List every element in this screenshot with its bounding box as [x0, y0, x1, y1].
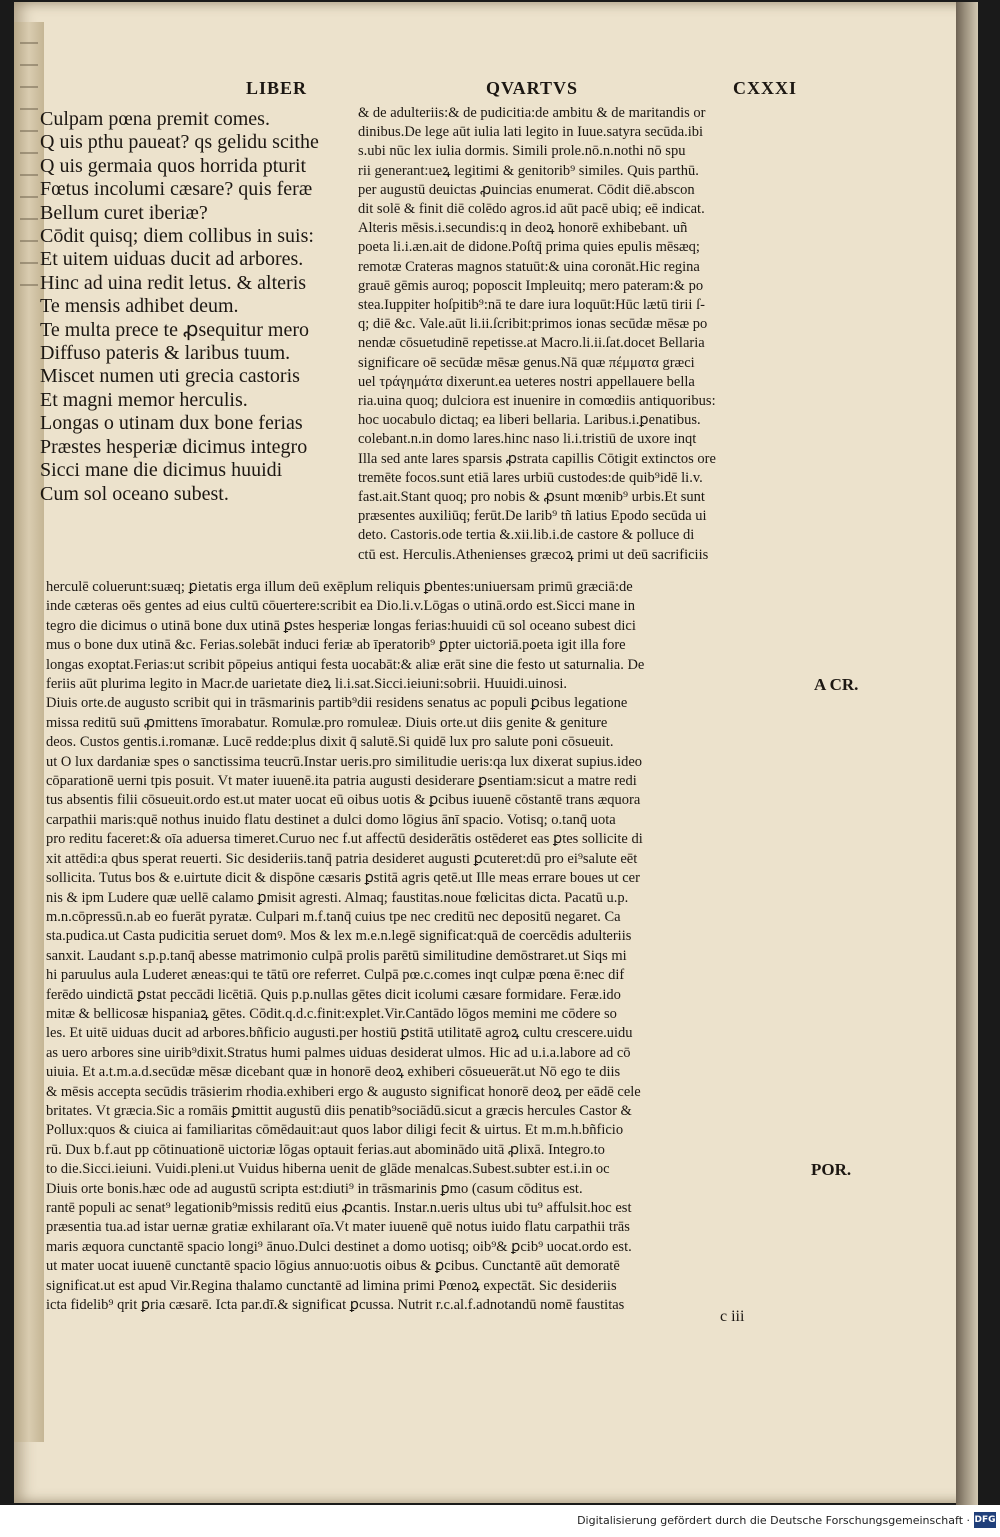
- commentary-line: sollicita. Tutus bos & e.uirtute dicit & dispōne cæsaris ꝑstitā agris qetē.ut Ille meas errare boues ut cer: [46, 870, 640, 887]
- commentary-line: dinibus.De lege aūt iulia lati legito in Iuue.satyra secūda.ibi: [358, 124, 704, 141]
- commentary-line: stea.Iuppiter hoſpitib⁹:nā te dare iura loquūt:Hūc lætū tirii ſ-: [358, 297, 705, 314]
- commentary-line: deto. Castoris.ode tertia &.xii.lib.i.de castore & polluce di: [358, 527, 695, 544]
- commentary-line: & mēsis accepta secūdis trāsierim rhodia.exhiberi ergo & augusto significat honorē deoꝝ per eādē cele: [46, 1083, 641, 1100]
- poem-line: Te mensis adhibet deum.: [40, 295, 239, 318]
- commentary-line: tremēte focos.sunt etiā lares urbiū custodes:de quib⁹idē li.v.: [358, 469, 703, 486]
- commentary-line: deos. Custos gentis.i.romanæ. Lucē redde:plus dixit q̄ salutē.Si quidē lux pro salute poni cōsueuit.: [46, 734, 614, 751]
- commentary-line: s.ubi nūc lex iulia dormis. Simili prole.nō.n.nothi nō spu: [358, 143, 686, 160]
- commentary-line: rantē populi ac senat⁹ legationib⁹missis reditū eius ꝓcantis. Instar.n.ueris ultus ubi tu⁹ affulsit.hoc est: [46, 1200, 632, 1216]
- poem-line: Bellum curet iberiæ?: [40, 201, 208, 224]
- commentary-line: remotæ Crateras magnos statuūt:& uina coronāt.Hic regina: [358, 258, 700, 275]
- poem-block: [40, 108, 360, 506]
- commentary-line: mus o bone dux utinā &c. Ferias.solebāt induci feriæ ab īperatorib⁹ ꝑpter uictoriā.poeta igit illa fore: [46, 637, 626, 654]
- commentary-line: dit solē & finit diē colēdo agros.id aūt pacē ubiq; eē indicat.: [358, 201, 705, 218]
- commentary-line: nis & ipm Ludere quæ uellē calamo ꝑmisit agresti. Almaq; faustitas.noue fœlicitas dicta. Pacatū u.p.: [46, 889, 629, 906]
- commentary-line: per augustū deuictas ꝓuincias enumerat. Cōdit diē.abscon: [358, 181, 695, 198]
- commentary-line: Illa sed ante lares sparsis ꝓstrata capillis Cōtigit extinctos ore: [358, 450, 716, 467]
- header-left: LIBER: [246, 78, 308, 98]
- poem-line: Miscet numen uti grecia castoris: [40, 365, 300, 388]
- commentary-line: præsentia tua.ad istar uernæ gratiæ exhilarant oīa.Vt mater iuuenē quē notus iuido flatu carpathii trās: [46, 1219, 630, 1236]
- commentary-line: to die.Sicci.ieiuni. Vuidi.pleni.ut Vuidus hiberna uenit de glāde menalcas.Subest.subter est.i.in oc: [46, 1161, 610, 1178]
- commentary-line: præsentes auxiliūq; ferūt.De larib⁹ tñ latius Epodo secūda ui: [358, 508, 707, 525]
- dfg-logo-icon: DFG: [974, 1512, 996, 1528]
- commentary-line: sta.pudica.ut Casta pudicitia seruet domꝰ. Mos & lex m.e.n.legē significat:quā de coercēdis adulteriis: [46, 928, 632, 945]
- commentary-line: Diuis orte bonis.hæc ode ad augustū scripta est:diuti⁹ in trāsmarinis ꝑmo (casum cōditus est.: [46, 1180, 583, 1197]
- commentary-line: uiuia. Et a.t.m.a.d.secūdæ mēsæ dicebant quæ in honorē deoꝝ exhiberi cōsueuerāt.ut Nō ego te diis: [46, 1064, 621, 1081]
- commentary-line: tus absentis filii cōsueuit.ordo est.ut mater uocat eū oibus uotis & ꝑcibus iuuenē cōstantē trans æquora: [46, 792, 641, 809]
- commentary-line: ferēdo uindictā ꝑstat peccādi licētiā. Quis p.p.nullas gētes dicit icolumi cæsare formidare. Feræ.ido: [46, 986, 621, 1003]
- commentary-line: mitæ & bellicosæ hispaniaꝝ gētes. Cōdit.q.d.c.finit:explet.Vir.Cantādo lōgos memini me cōdere so: [46, 1005, 617, 1022]
- poem-line: Diffuso pateris & laribus tuum.: [40, 342, 291, 365]
- signature-mark: c iii: [720, 1308, 745, 1325]
- poem-line: Q uis pthu paueat? qs gelidu scithe: [40, 131, 319, 154]
- footer-credit: Digitalisierung gefördert durch die Deutsche Forschungsgemeinschaft ·: [577, 1514, 970, 1527]
- poem-line: Hinc ad uina redit letus. & alteris: [40, 271, 307, 294]
- margin-note-1: A CR.: [814, 675, 859, 694]
- commentary-line: q; diē &c. Vale.aūt li.ii.ſcribit:primos ionas secūdæ mēsæ po: [358, 316, 708, 333]
- commentary-line: rū. Dux b.f.aut pp cōtinuationē uictoriæ lōgas optauit ferias.aut abominādo uitā ꝓlixā. Integro.to: [46, 1141, 605, 1158]
- commentary-line: xit attēdi:a qbus sperat reuerti. Sic desideriis.tanq̄ patria desideret augusti ꝑcuteret:dū pro ei⁹salute eēt: [46, 850, 638, 867]
- commentary-line: Diuis orte.de augusto scribit qui in trāsmarinis partib⁹dii residens senatus ac populi ꝑcibus legatione: [46, 695, 628, 712]
- commentary-line: significat.ut est apud Vir.Regina thalamo cunctantē ad limina primi Pœnoꝝ expectāt. Sic desideriis: [46, 1277, 617, 1294]
- commentary-full-width: [46, 578, 814, 1315]
- poem-line: Sicci mane die dicimus huuidi: [40, 459, 283, 482]
- commentary-line: icta fidelib⁹ qrit ꝑria cæsarē. Icta par.dī.& significat ꝑcussa. Nutrit r.c.al.f.adnotandū nomē faustitas: [46, 1297, 625, 1314]
- commentary-line: cōparationē uerni tpis posuit. Vt mater iuuenē.ita patria augusti desiderare ꝑsentiam:sicut a matre redi: [46, 773, 637, 790]
- margin-note-2: POR.: [811, 1160, 852, 1179]
- footer-bar: [0, 1505, 1000, 1537]
- commentary-line: uel τράγημάτα dixerunt.ea ueteres nostri appellauere bella: [358, 373, 695, 390]
- commentary-line: feriis aūt plurima legito in Macr.de uarietate dieꝝ li.i.sat.Sicci.ieiuni:sobrii. Huuidi.uinosi.: [46, 676, 568, 693]
- commentary-line: colebant.n.in domo lares.hinc naso li.i.tristiū de uxore inqt: [358, 431, 697, 448]
- commentary-line: ctū est. Herculis.Athenienses græcoꝝ primi ut deū sacrificiis: [358, 546, 709, 563]
- poem-line: Te multa prece te ꝓsequitur mero: [40, 318, 309, 341]
- commentary-line: significare oē secūdæ mēsæ genus.Nā quæ πέμματα græci: [358, 354, 695, 371]
- commentary-line: poeta li.i.æn.ait de didone.Poſtq̄ prima quies epulis mēsæq;: [358, 239, 700, 256]
- commentary-line: ria.uina quoq; dulciora est inuenire in comœdiis antiquoribus:: [358, 393, 716, 410]
- commentary-line: britates. Vt græcia.Sic a romāis ꝑmittit augustū diis penatib⁹sociādū.sicut a græcis hercules Castor &: [46, 1102, 632, 1119]
- poem-line: Præstes hesperiæ dicimus integro: [40, 435, 308, 458]
- commentary-right-column: [358, 104, 798, 565]
- commentary-line: maris æquora cunctantē spacio longi⁹ ānuo.Dulci destinet a domo uotisq; oib⁹& ꝑcib⁹ uocat.ordo est.: [46, 1238, 632, 1255]
- header-center: QVARTVS: [486, 78, 579, 98]
- commentary-line: carpathii maris:quē nothus inuido flatu destinet a dulci domo lōgius ānī spacio. Votisq; o.tanq̄ uota: [46, 811, 616, 828]
- commentary-line: grauē gēmis auroq; poposcit Impleuitq; mero pateram:& po: [358, 277, 704, 294]
- commentary-line: rii generant:ueꝝ legitimi & genitorib⁹ similes. Quis parthū.: [358, 162, 699, 179]
- poem-line: Culpam pœna premit comes.: [40, 108, 270, 130]
- poem-line: Et magni memor herculis.: [40, 388, 248, 411]
- poem-line: Cōdit quisq; diem collibus in suis:: [40, 225, 314, 248]
- commentary-line: ut O lux dardaniæ spes o sanctissima teucrū.Instar ueris.pro similitudie ueris:qa lux dixerat supius.ideo: [46, 753, 643, 770]
- poem-line: Et uitem uiduas ducit ad arbores.: [40, 248, 304, 271]
- commentary-line: as uero arbores sine uirib⁹dixit.Stratus humi palmes uiduas desiderat ulmos. Hic ad u.i.a.labore ad cō: [46, 1044, 631, 1061]
- poem-line: Q uis germaia quos horrida pturit: [40, 154, 307, 177]
- poem-line: Cum sol oceano subest.: [40, 482, 229, 505]
- commentary-line: & de adulteriis:& de pudicitia:de ambitu & de maritandis or: [358, 105, 706, 121]
- commentary-line: fast.ait.Stant quoq; pro nobis & ꝓsunt mœnib⁹ urbis.Et sunt: [358, 489, 705, 506]
- commentary-line: hi paruulus aula Luderet æneas:qui te tātū ore referret. Culpā pœ.c.comes inqt culpæ pœna ē:nec dif: [46, 967, 625, 984]
- commentary-line: longas exoptat.Ferias:ut scribit pōpeius antiqui festa uocabāt:& aliæ erāt sine die festo ut saturnalia. De: [46, 656, 645, 673]
- commentary-line: nendæ cōsuetudinē repetisse.at Macro.li.ii.ſat.docet Bellaria: [358, 335, 705, 352]
- commentary-line: Pollux:quos & ciuica ai familiaritas cōmēdauit:aut quos labor diligi fecit & uirtus. Et m.m.h.bñficio: [46, 1122, 624, 1139]
- commentary-line: les. Et uitē uiduas ducit ad arbores.bñficio augusti.per hostiū ꝑstitā utilitatē agroꝝ cultu crescere.uidu: [46, 1025, 633, 1042]
- commentary-line: Alteris mēsis.i.secundis:q in deoꝝ honorē exhibebant. uñ: [358, 220, 688, 237]
- commentary-line: m.n.cōpressū.n.ab eo fuerāt pyratæ. Culpari m.f.tanq̄ cuius tpe nec creditū nec depositū negaret. Ca: [46, 908, 621, 925]
- commentary-line: sanxit. Laudant s.p.p.tanq̄ abesse matrimonio culpā prolis parētū similitudine demōstraret.ut Siqs mi: [46, 947, 627, 964]
- commentary-line: inde cæteras oēs gentes ad eius cultū cōuertere:scribit ea Dio.li.v.Lōgas o utinā.ordo est.Sicci mane in: [46, 598, 635, 615]
- folio-number: CXXXI: [733, 78, 798, 98]
- commentary-line: pro reditu faceret:& oīa aduersa timeret.Curuo nec f.ut affectū desiderātis ostēderet eas ꝑtes sollicite di: [46, 831, 643, 848]
- commentary-line: herculē coluerunt:suæq; ꝑietatis erga illum deū exēplum reliquis ꝑbentes:uniuersam primū græciā:de: [46, 579, 633, 595]
- book-binding: [956, 2, 978, 1507]
- poem-line: Fœtus incolumi cæsare? quis feræ: [40, 178, 313, 201]
- commentary-line: ut mater uocat iuuenē cunctantē spacio lōgius annuo:uotis oibus & ꝑcibus. Cunctantē aūt demoratē: [46, 1258, 620, 1275]
- commentary-line: missa reditū suū ꝓmittens īmorabatur. Romulæ.pro romuleæ. Diuis orte.ut diis genite & geniture: [46, 714, 608, 731]
- poem-line: Longas o utinam dux bone ferias: [40, 412, 303, 435]
- commentary-line: tegro die dicimus o utinā bone dux utinā ꝑstes hesperiæ longas ferias:huuidi cū sol oceano subest dici: [46, 617, 636, 634]
- commentary-line: hoc uocabulo dictaq; ea liberi bellaria. Laribus.i.ꝑenatibus.: [358, 412, 701, 429]
